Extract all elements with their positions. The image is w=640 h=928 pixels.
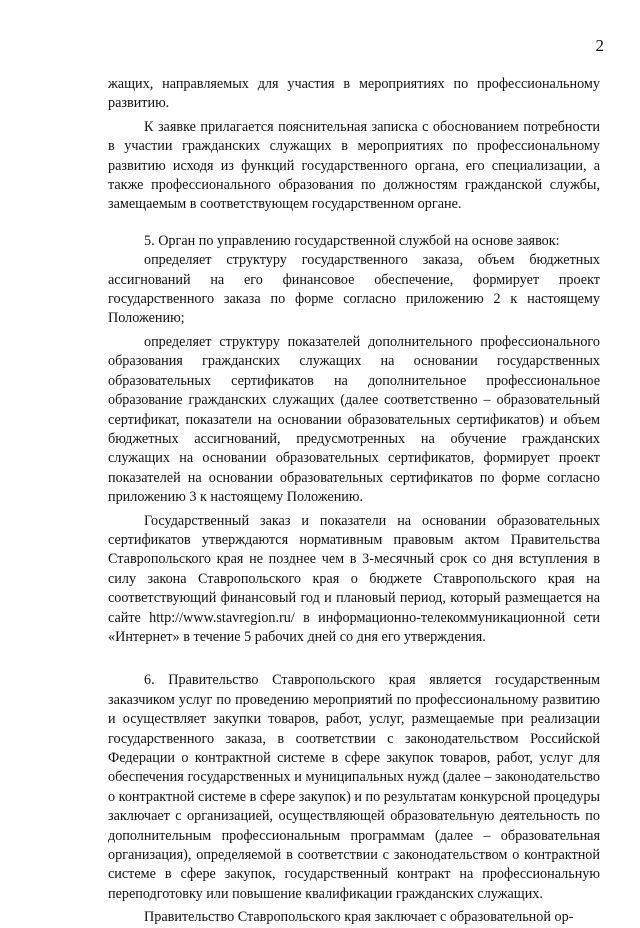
paragraph-explanatory-note: К заявке прилагается пояснительная записка с обоснованием потребности в участии гражданских служащих в мероприятиях по профессиональному развитию исходя из функций государственного органа, его специализации, а также профессионального образования по должностям гражданской службы, замещаемым в соответствующем государственном органе. <box>108 118 600 213</box>
paragraph-state-order-structure: определяет структуру государственного заказа, объем бюджетных ассигнований на его финансовое обеспечение, формирует проект государственного заказа по форме согласно приложению 2 к настоящему Положению; <box>108 252 600 327</box>
document-body <box>108 75 600 928</box>
paragraph-certificate-indicators: определяет структуру показателей дополнительного профессионального образования гражданских служащих на основании государственных образовательных сертификатов на дополнительное профессиональное образование гражданских служащих (далее соответственно – образовательный сертификат, показатели на основании образовательных сертификатов) и объем бюджетных ассигнований, предусмотренных на обучение гражданских служащих на основании образовательных сертификатов, формирует проект показателей на основании образовательных сертификатов по форме согласно приложению 3 к настоящему Положению. <box>108 333 600 506</box>
paragraph-item-6: 6. Правительство Ставропольского края является государственным заказчиком услуг по проведению мероприятий по профессиональному развитию и осуществляет закупки товаров, работ, услуг, размещаемые при реализации государственного заказа, в соответствии с законодательством Российской Федерации о контрактной системе в сфере закупок товаров, работ, услуг для обеспечения государственных и муниципальных нужд (далее – законодательство о контрактной системе в сфере закупок) и по результатам конкурсной процедуры заключает с организацией, осуществляющей образовательную деятельность по дополнительным профессиональным программам (далее – образовательная организация), определяемой в соответствии с законодательством о контрактной системе в сфере закупок, государственный контракт на профессиональную переподготовку или повышение квалификации гражданских служащих. <box>108 672 600 902</box>
page-number: 2 <box>595 36 604 55</box>
paragraph-approval: Государственный заказ и показатели на основании образовательных сертификатов утверждаются нормативным правовым актом Правительства Ставропольского края не позднее чем в 3-месячный срок со дня вступления в силу закона Ставропольского края о бюджете Ставропольского края на соответствующий финансовый год и плановый период, который размещается на сайте http://www.stavregion.ru/ в информационно-телекоммуникационной сети «Интернет» в течение 5 рабочих дней со дня его утверждения. <box>108 512 600 645</box>
paragraph-continuation: жащих, направляемых для участия в мероприятиях по профессиональному развитию. <box>108 76 600 112</box>
paragraph-item-5: 5. Орган по управлению государственной службой на основе заявок: <box>144 232 560 249</box>
paragraph-contract-start: Правительство Ставропольского края заключает с образовательной ор- <box>144 909 574 926</box>
